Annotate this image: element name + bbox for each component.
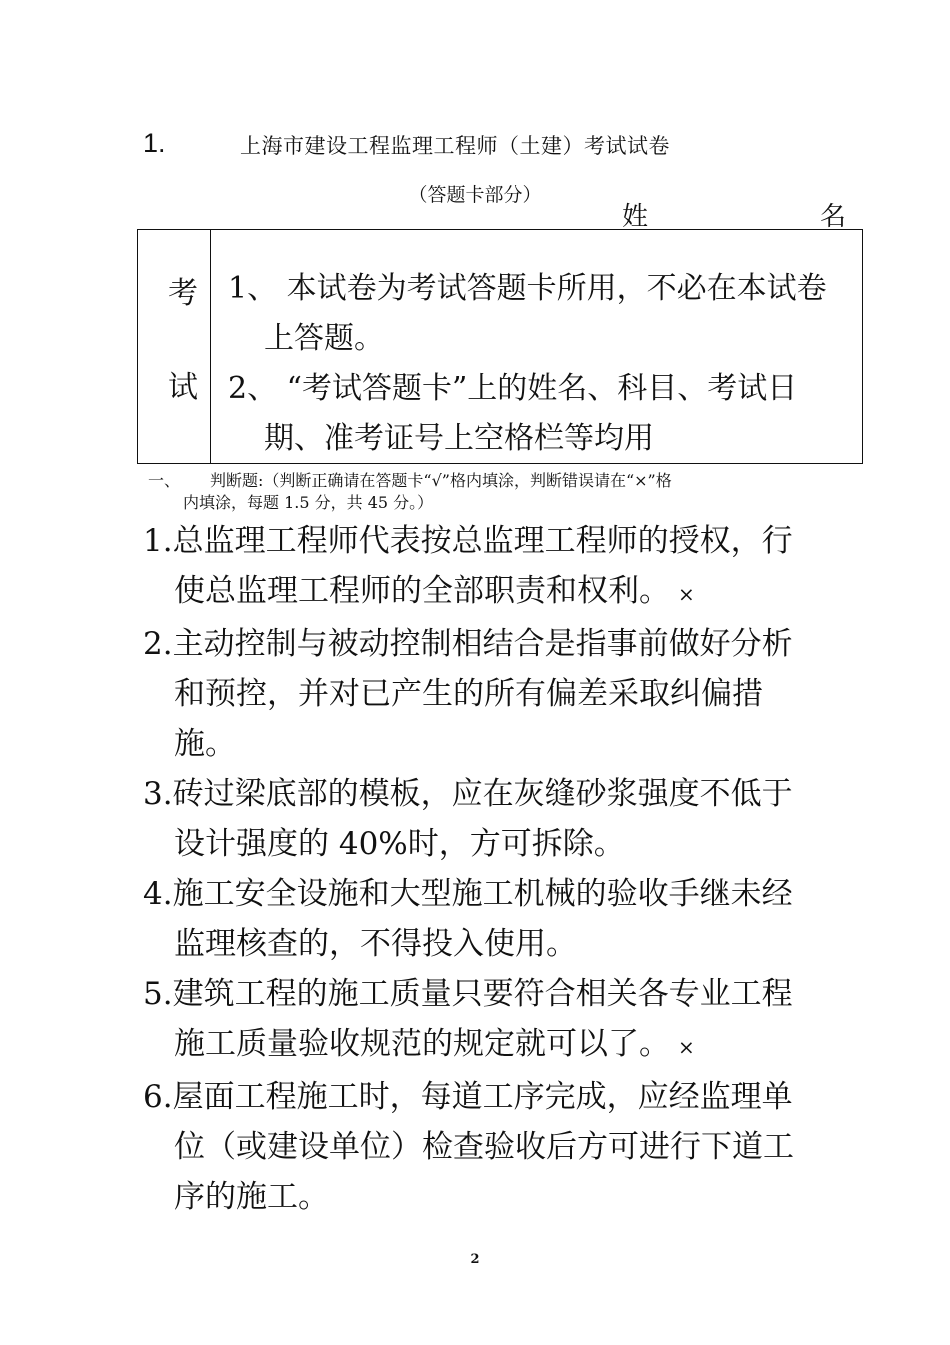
document-title: 上海市建设工程监理工程师（土建）考试试卷 — [240, 134, 670, 158]
question-item — [143, 1072, 815, 1222]
cut-off-name-label-end: 名 — [820, 202, 847, 232]
question-item — [143, 619, 815, 769]
notice-side-label: 考 — [168, 276, 198, 311]
question-text: 4.施工安全设施和大型施工机械的验收手继未经监理核查的，不得投入使用。 — [143, 876, 793, 962]
question-item — [143, 869, 815, 969]
question-item — [143, 516, 815, 619]
section-heading-text: 判断题:（判断正确请在答题卡“√”格内填涂，判断错误请在“×”格 — [210, 471, 672, 490]
document-subtitle: （答题卡部分） — [408, 184, 542, 206]
question-item — [143, 769, 815, 869]
section-heading-line — [148, 470, 813, 492]
notice-divider — [210, 230, 211, 463]
question-text: 2.主动控制与被动控制相结合是指事前做好分析和预控，并对已产生的所有偏差采取纠偏措施。 — [143, 626, 793, 762]
notice-item: 1、 本试卷为考试答题卡所用，不必在本试卷上答题。 — [228, 271, 827, 356]
page-number: 2 — [470, 1252, 480, 1267]
notice-box — [137, 229, 863, 464]
question-text: 3.砖过梁底部的模板，应在灰缝砂浆强度不低于设计强度的 40%时，方可拆除。 — [143, 776, 793, 862]
section-heading-continuation: 内填涂，每题 1.5 分，共 45 分。） — [183, 493, 434, 512]
notice-body — [228, 264, 828, 464]
cut-off-name-label: 姓 — [622, 202, 649, 232]
question-item — [143, 969, 815, 1072]
question-text: 1.总监理工程师代表按总监理工程师的授权，行使总监理工程师的全部职责和权利。 — [143, 523, 793, 609]
notice-item: 2、 “考试答题卡”上的姓名、科目、考试日期、准考证号上空格栏等均用 — [228, 371, 798, 456]
answer-mark: × — [678, 582, 695, 606]
answer-mark: × — [678, 1035, 695, 1059]
question-list — [143, 516, 815, 1222]
section-heading — [148, 470, 813, 514]
document-number: 1. — [143, 128, 166, 158]
section-number: 一、 — [148, 471, 181, 490]
notice-side-label: 试 — [168, 370, 198, 405]
question-text: 6.屋面工程施工时，每道工序完成，应经监理单位（或建设单位）检查验收后方可进行下道工序的施工。 — [143, 1079, 794, 1215]
question-text: 5.建筑工程的施工质量只要符合相关各专业工程施工质量验收规范的规定就可以了。 — [143, 976, 793, 1062]
